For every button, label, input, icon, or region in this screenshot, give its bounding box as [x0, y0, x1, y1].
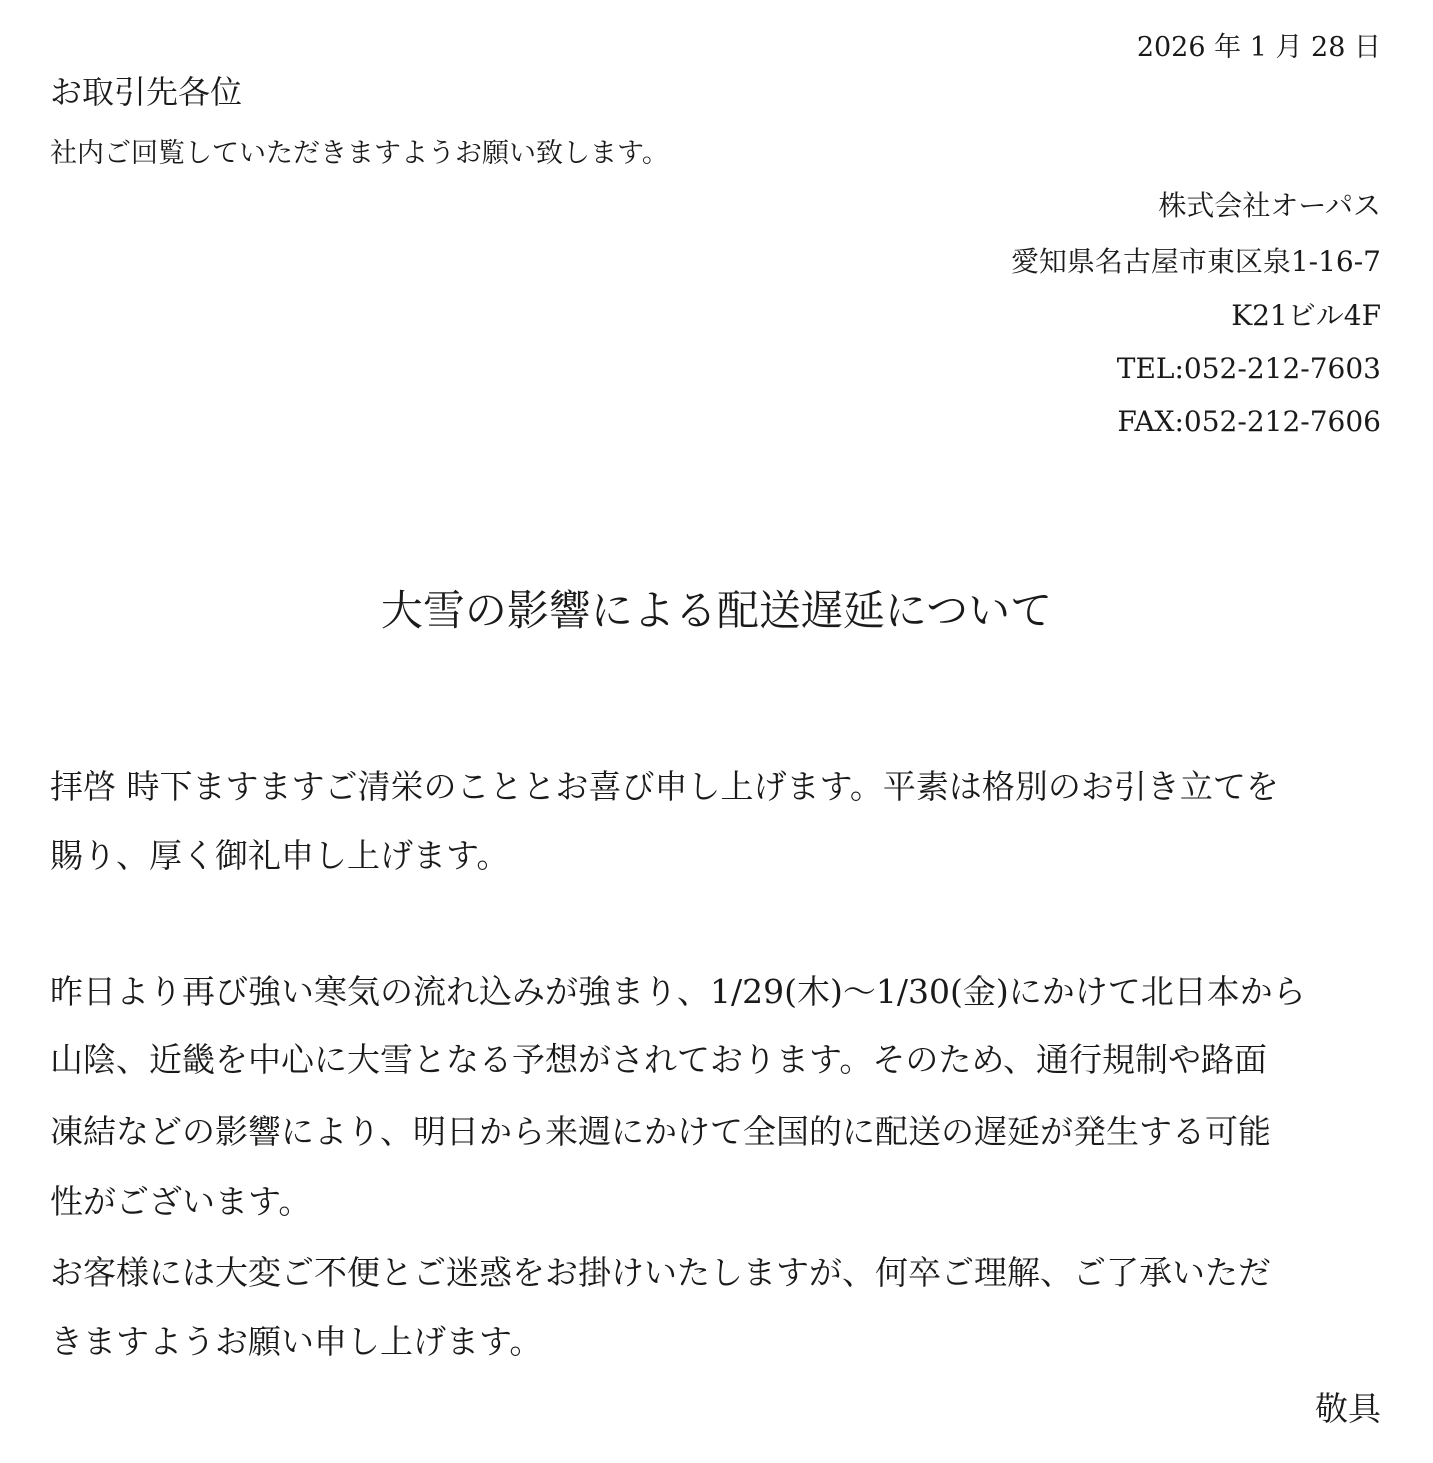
sender-address-line2: K21ビル4F	[1231, 299, 1381, 332]
circulation-note: 社内ご回覧していただきますようお願い致します。	[50, 138, 669, 169]
body-line: お客様には大変ご不便とご迷惑をお掛けいたしますが、何卒ご理解、ご了承いただ	[50, 1253, 1271, 1292]
letter-title: 大雪の影響による配送遅延について	[380, 586, 1053, 635]
body-line: 性がございます。	[50, 1182, 312, 1221]
body-line: 拝啓 時下ますますご清栄のこととお喜び申し上げます。平素は格別のお引き立てを	[50, 767, 1279, 806]
body-line: 賜り、厚く御礼申し上げます。	[50, 836, 510, 875]
body-line: 山陰、近畿を中心に大雪となる予想がされております。そのため、通行規制や路面	[50, 1040, 1268, 1079]
body-line: きますようお願い申し上げます。	[50, 1322, 543, 1361]
sender-fax: FAX:052-212-7606	[1117, 405, 1381, 438]
recipient-heading: お取引先各位	[50, 73, 243, 111]
letter-date: 2026 年 1 月 28 日	[1136, 32, 1381, 63]
sender-tel: TEL:052-212-7603	[1116, 352, 1381, 385]
body-line: 昨日より再び強い寒気の流れ込みが強まり、1/29(木)～1/30(金)にかけて北日本から	[50, 972, 1306, 1011]
sender-company: 株式会社オーパス	[1158, 189, 1381, 222]
sender-address-line1: 愛知県名古屋市東区泉1-16-7	[1010, 245, 1381, 278]
closing-word: 敬具	[1315, 1389, 1381, 1428]
body-line: 凍結などの影響により、明日から来週にかけて全国的に配送の遅延が発生する可能	[50, 1112, 1271, 1151]
